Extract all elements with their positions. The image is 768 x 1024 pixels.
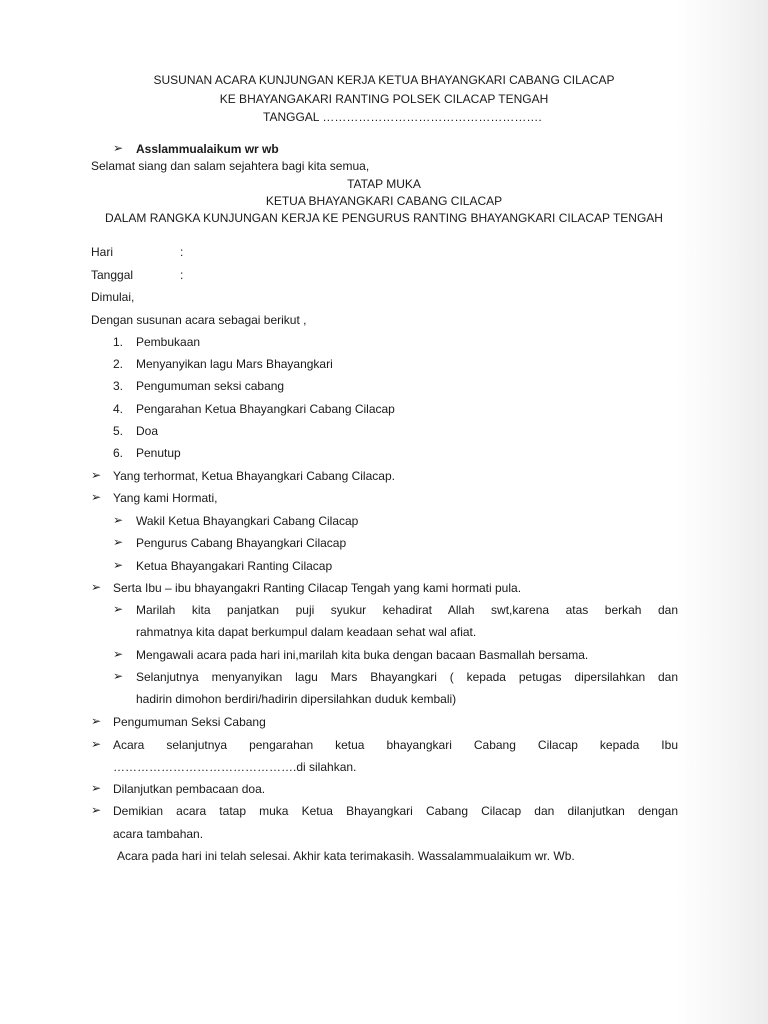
bullet-arrow-icon: ➢ (113, 535, 124, 549)
bullet-arrow-icon: ➢ (91, 580, 102, 594)
document-title-line-1: SUSUNAN ACARA KUNJUNGAN KERJA KETUA BHAYANGKARI CABANG CILACAP (153, 73, 615, 87)
hari-label: Hari (91, 245, 114, 259)
agenda-number: 6. (113, 446, 124, 460)
terhormat-line: Yang terhormat, Ketua Bhayangkari Cabang Cilacap. (113, 469, 395, 483)
subtitle-line-1: TATAP MUKA (347, 177, 421, 191)
document-title-line-2: KE BHAYANGAKARI RANTING POLSEK CILACAP TENGAH (219, 92, 549, 106)
agenda-number: 4. (113, 402, 124, 416)
agenda-number: 1. (113, 335, 124, 349)
honoree-item: Ketua Bhayangakari Ranting Cilacap (136, 559, 333, 573)
bullet-arrow-icon: ➢ (91, 781, 102, 795)
hari-colon: : (180, 245, 184, 259)
acara-line-1: Acara selanjutnya pengarahan ketua bhayangkari Cabang Cilacap kepada Ibu (113, 738, 678, 752)
bullet-arrow-icon: ➢ (113, 602, 124, 616)
closing-line: Acara pada hari ini telah selesai. Akhir kata terimakasih. Wassalammualaikum wr. Wb. (117, 849, 575, 863)
bullet-arrow-icon: ➢ (91, 714, 102, 728)
tanggal-colon: : (180, 268, 184, 282)
agenda-item: Pengumuman seksi cabang (136, 379, 285, 393)
tanggal-label: Tanggal (91, 268, 134, 282)
dilanjutkan-line: Dilanjutkan pembacaan doa. (113, 782, 266, 796)
demikian-line-1: Demikian acara tatap muka Ketua Bhayangkari Cabang Cilacap dan dilanjutkan dengan (113, 804, 678, 818)
bullet-arrow-icon: ➢ (113, 669, 124, 683)
bullet-arrow-icon: ➢ (113, 558, 124, 572)
serta-line: Serta Ibu – ibu bhayangakri Ranting Cilacap Tengah yang kami hormati pula. (113, 581, 522, 595)
agenda-item: Menyanyikan lagu Mars Bhayangkari (136, 357, 333, 371)
bullet-arrow-icon: ➢ (113, 141, 124, 155)
bullet-arrow-icon: ➢ (113, 513, 124, 527)
agenda-number: 2. (113, 357, 124, 371)
subtitle-line-2: KETUA BHAYANGKARI CABANG CILACAP (265, 194, 503, 208)
agenda-item: Pembukaan (136, 335, 201, 349)
agenda-item: Pengarahan Ketua Bhayangkari Cabang Cilacap (136, 402, 395, 416)
subtitle-line-3: DALAM RANGKA KUNJUNGAN KERJA KE PENGURUS RANTING BHAYANGKARI CILACAP TENGAH (105, 211, 663, 225)
marilah-line-2: rahmatnya kita dapat berkumpul dalam keadaan sehat wal afiat. (136, 625, 477, 639)
bullet-arrow-icon: ➢ (113, 647, 124, 661)
welcome-line: Selamat siang dan salam sejahtera bagi kita semua, (91, 159, 370, 173)
agenda-item: Doa (136, 424, 159, 438)
kami-hormati-line: Yang kami Hormati, (113, 491, 218, 505)
bullet-arrow-icon: ➢ (91, 468, 102, 482)
honoree-item: Pengurus Cabang Bhayangkari Cilacap (136, 536, 347, 550)
dimulai-label: Dimulai, (91, 290, 135, 304)
mengawali-line: Mengawali acara pada hari ini,marilah kita buka dengan bacaan Basmallah bersama. (136, 648, 589, 662)
bullet-arrow-icon: ➢ (91, 490, 102, 504)
demikian-line-2: acara tambahan. (113, 827, 204, 841)
agenda-intro: Dengan susunan acara sebagai berikut , (91, 313, 307, 327)
agenda-item: Penutup (136, 446, 181, 460)
bullet-arrow-icon: ➢ (91, 737, 102, 751)
honoree-item: Wakil Ketua Bhayangkari Cabang Cilacap (136, 514, 359, 528)
agenda-number: 3. (113, 379, 124, 393)
marilah-line-1: Marilah kita panjatkan puji syukur kehadirat Allah swt,karena atas berkah dan (136, 603, 678, 617)
selanjutnya-line-1: Selanjutnya menyanyikan lagu Mars Bhayangkari ( kepada petugas dipersilahkan dan (136, 670, 678, 684)
document-date-line: TANGGAL ………………………………………………. (263, 110, 542, 124)
pengumuman-line: Pengumuman Seksi Cabang (113, 715, 266, 729)
greeting: Asslammualaikum wr wb (136, 142, 279, 156)
selanjutnya-line-2: hadirin dimohon berdiri/hadirin dipersilahkan duduk kembali) (136, 692, 457, 706)
agenda-number: 5. (113, 424, 124, 438)
bullet-arrow-icon: ➢ (91, 803, 102, 817)
acara-line-2: ……………………………………….di silahkan. (113, 760, 357, 774)
